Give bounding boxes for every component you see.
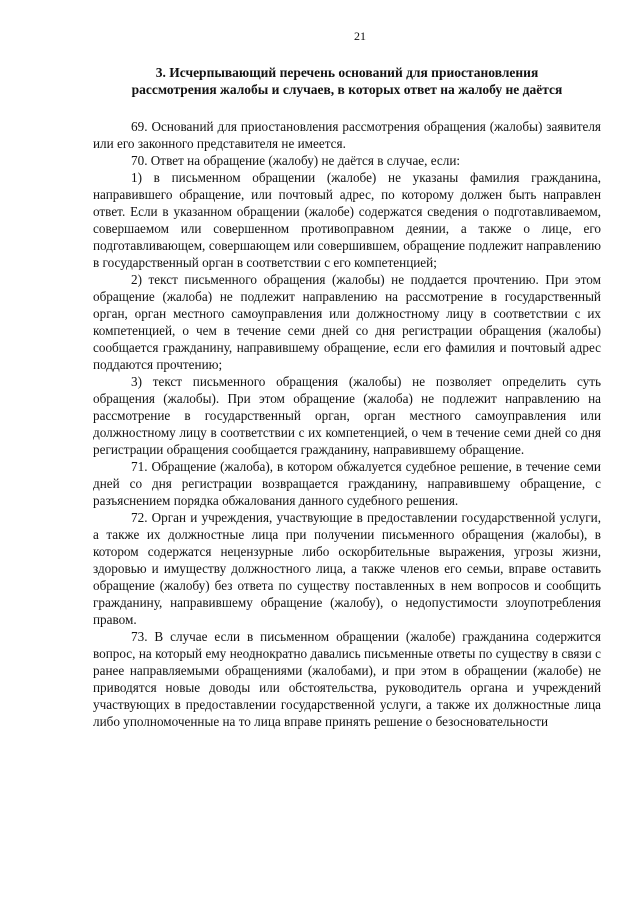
document-page <box>93 28 601 730</box>
paragraph-73: 73. В случае если в письменном обращении (жалобе) гражданина содержится вопрос, на который ему неоднократно давались письменные ответы по существу в связи с ранее направляемыми обращениями (жалобами), и при этом в обращении (жалобе) не приводятся новые доводы или обстоятельства, руководитель органа и учреждений участвующих в предоставлении государственной услуги, а также их должностные лица либо уполномоченные на то лица вправе принять решение о безосновательности <box>93 629 601 729</box>
paragraph-70-item-3: 3) текст письменного обращения (жалобы) не позволяет определить суть обращения (жалобы). При этом обращение (жалоба) не подлежит направлению на рассмотрение в государственный орган, орган местного самоуправления или должностному лицу в соответствии с их компетенцией, о чем в течение семи дней со дня регистрации обращения сообщается гражданину, направившему обращение. <box>93 374 601 457</box>
page-number: 21 <box>354 29 366 43</box>
paragraph-70-item-2: 2) текст письменного обращения (жалобы) не поддается прочтению. При этом обращение (жалоба) не подлежит направлению на рассмотрение в государственный орган, орган местного самоуправления или должностному лицу в соответствии с их компетенцией, о чем в течение семи дней со дня регистрации обращения (жалобы) сообщается гражданину, направившему обращение, если его фамилия и почтовый адрес поддаются прочтению; <box>93 272 601 372</box>
section-title-line-1: 3. Исчерпывающий перечень оснований для приостановления <box>155 65 539 80</box>
section-title <box>93 64 601 98</box>
paragraph-71: 71. Обращение (жалоба), в котором обжалуется судебное решение, в течение семи дней со дня регистрации возвращается гражданину, направившему обращение, с разъяснением порядка обжалования данного судебного решения. <box>93 459 601 508</box>
paragraph-70: 70. Ответ на обращение (жалобу) не даётся в случае, если: <box>131 153 461 168</box>
paragraph-72: 72. Орган и учреждения, участвующие в предоставлении государственной услуги, а также их должностные лица при получении письменного обращения (жалобы), в котором содержатся нецензурные либо оскорбительные выражения, угрозы жизни, здоровью и имуществу должностного лица, а также членов его семьи, вправе оставить обращение (жалобу) без ответа по существу поставленных в нем вопросов и сообщить гражданину, направившему обращение (жалобу), о недопустимости злоупотребления правом. <box>93 510 601 627</box>
paragraph-70-item-1: 1) в письменном обращении (жалобе) не указаны фамилия гражданина, направившего обращение, или почтовый адрес, по которому должен быть направлен ответ. Если в указанном обращении (жалобе) содержатся сведения о подготавливаемом, совершаемом или совершенном противоправном деянии, а также о лице, его подготавливающем, совершающем или совершившем, обращение подлежит направлению в государственный орган в соответствии с его компетенцией; <box>93 170 601 270</box>
section-title-line-2: рассмотрения жалобы и случаев, в которых ответ на жалобу не даётся <box>131 82 563 97</box>
paragraph-69: 69. Оснований для приостановления рассмотрения обращения (жалобы) заявителя или его законного представителя не имеется. <box>93 119 601 151</box>
